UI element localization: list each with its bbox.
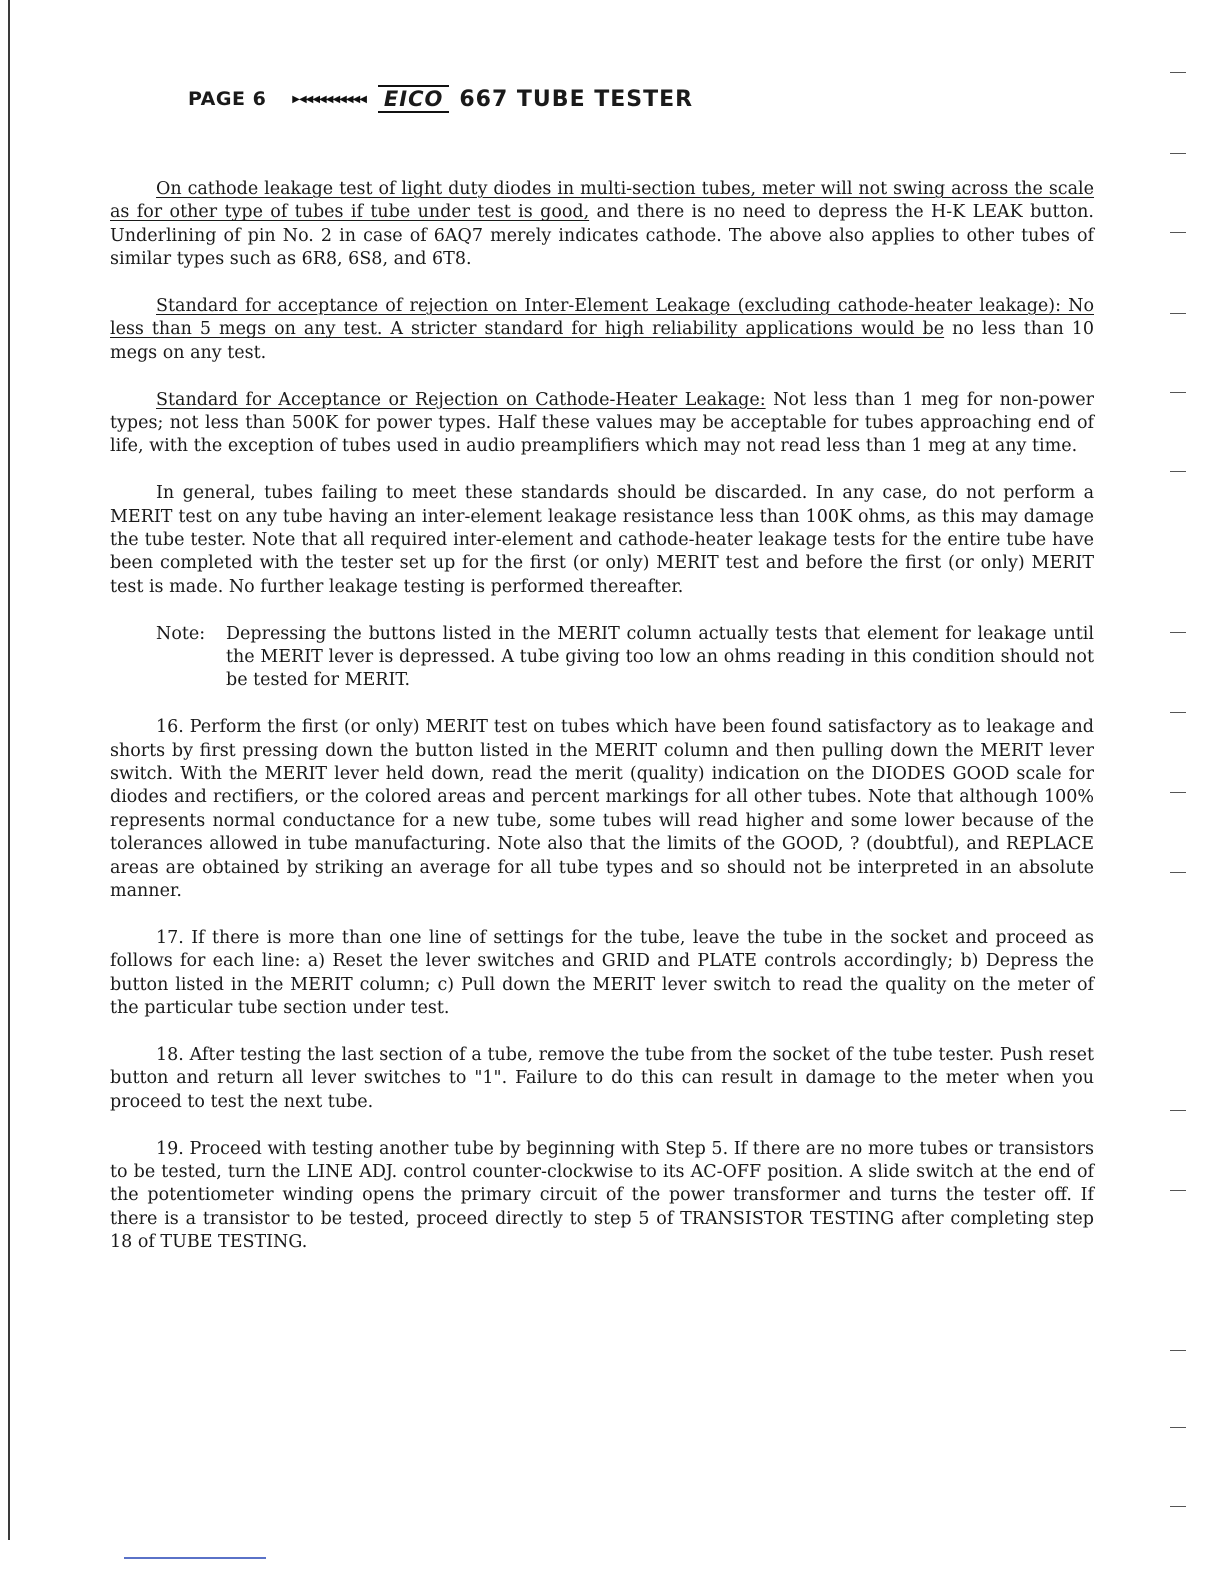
margin-mark — [1170, 232, 1186, 233]
page-title: 667 TUBE TESTER — [459, 86, 694, 112]
note-block — [156, 623, 1094, 693]
paragraph-step-18: 18. After testing the last section of a tube, remove the tube from the socket of the tube tester. Push reset button and return all lever switches to "1". Failure to do this can result in damage to the meter when you proceed to test the next tube. — [110, 1044, 1094, 1112]
margin-mark — [1170, 392, 1186, 393]
margin-mark — [1170, 1110, 1186, 1111]
arrow-decoration-icon: ▶◀◀◀◀◀◀◀◀◀◀ — [292, 93, 366, 105]
margin-mark — [1170, 471, 1186, 472]
paragraph-inter-element-standard: Standard for acceptance of rejection on Inter-Element Leakage (excluding cathode-heater leakage): No less than 5 megs on any test. A stricter standard for high reliability applications would be no less than 10 megs on any test. — [110, 296, 1095, 363]
margin-mark — [1170, 872, 1186, 873]
margin-mark — [1170, 153, 1186, 154]
margin-mark — [1170, 313, 1186, 314]
document-body — [110, 178, 1094, 1278]
paragraph-step-16: 16. Perform the first (or only) MERIT test on tubes which have been found satisfactory as to leakage and shorts by first pressing down the button listed in the MERIT column and then pulling down the MERIT lever switch. With the MERIT lever held down, read the merit (quality) indication on the DIODES GOOD scale for diodes and rectifiers, or the colored areas and percent markings for all other tubes. Note that although 100% represents normal conductance for a new tube, some tubes will read higher and some lower because of the tolerances allowed in tube manufacturing. Note also that the limits of the GOOD, ? (doubtful), and REPLACE areas are obtained by striking an average for all tube types and so should not be interpreted in an absolute manner. — [110, 717, 1094, 902]
paragraph-cathode-heater-standard: Standard for Acceptance or Rejection on Cathode-Heater Leakage: Not less than 1 meg for non-power types; not less than 500K for power types. Half these values may be acceptable for tubes approaching end of life, with the exception of tubes used in audio preamplifiers which may not read less than 1 meg at any time. — [110, 389, 1095, 457]
scan-bottom-rule — [124, 1557, 266, 1559]
note-text: Depressing the buttons listed in the MERIT column actually tests that element for leakage until the MERIT lever is depressed. A tube giving too low an ohms reading in this condition should not be tested for MERIT. — [226, 623, 1094, 691]
paragraph-step-17: 17. If there is more than one line of settings for the tube, leave the tube in the socket and proceed as follows for each line: a) Reset the lever switches and GRID and PLATE controls accordingly; b) Depress the button listed in the MERIT column; c) Pull down the MERIT lever switch to read the quality on the meter of the particular tube section under test. — [110, 927, 1094, 1019]
paragraph-step-19: 19. Proceed with testing another tube by beginning with Step 5. If there are no more tubes or transistors to be tested, turn the LINE ADJ. control counter-clockwise to its AC-OFF position. A slide switch at the end of the potentiometer winding opens the primary circuit of the power transformer and turns the tester off. If there is a transistor to be tested, proceed directly to step 5 of TRANSISTOR TESTING after completing step 18 of TUBE TESTING. — [110, 1138, 1094, 1253]
page-number: PAGE 6 — [188, 88, 267, 110]
paragraph-general: In general, tubes failing to meet these standards should be discarded. In any case, do not perform a MERIT test on any tube having an inter-element leakage resistance less than 100K ohms, as this may damage the tube tester. Note that all required inter-element and cathode-heater leakage tests for the entire tube have been completed with the tester set up for the first (or only) MERIT test and before the first (or only) MERIT test is made. No further leakage testing is performed thereafter. — [110, 483, 1094, 597]
page-header — [188, 84, 693, 114]
margin-mark — [1170, 1506, 1186, 1507]
margin-mark — [1170, 792, 1186, 793]
scan-left-edge — [8, 0, 10, 1540]
margin-mark — [1170, 1190, 1186, 1191]
margin-mark — [1170, 632, 1186, 633]
eico-logo: EICO — [378, 85, 449, 113]
margin-mark — [1170, 1350, 1186, 1351]
margin-mark — [1170, 72, 1186, 73]
margin-mark — [1170, 1427, 1186, 1428]
margin-mark — [1170, 712, 1186, 713]
note-label: Note: — [156, 623, 206, 644]
paragraph-cathode-leakage: On cathode leakage test of light duty diodes in multi-section tubes, meter will not swing across the scale as for other type of tubes if tube under test is good, and there is no need to depress the H-K LEAK button. Underlining of pin No. 2 in case of 6AQ7 merely indicates cathode. The above also applies to other tubes of similar types such as 6R8, 6S8, and 6T8. — [110, 179, 1094, 270]
